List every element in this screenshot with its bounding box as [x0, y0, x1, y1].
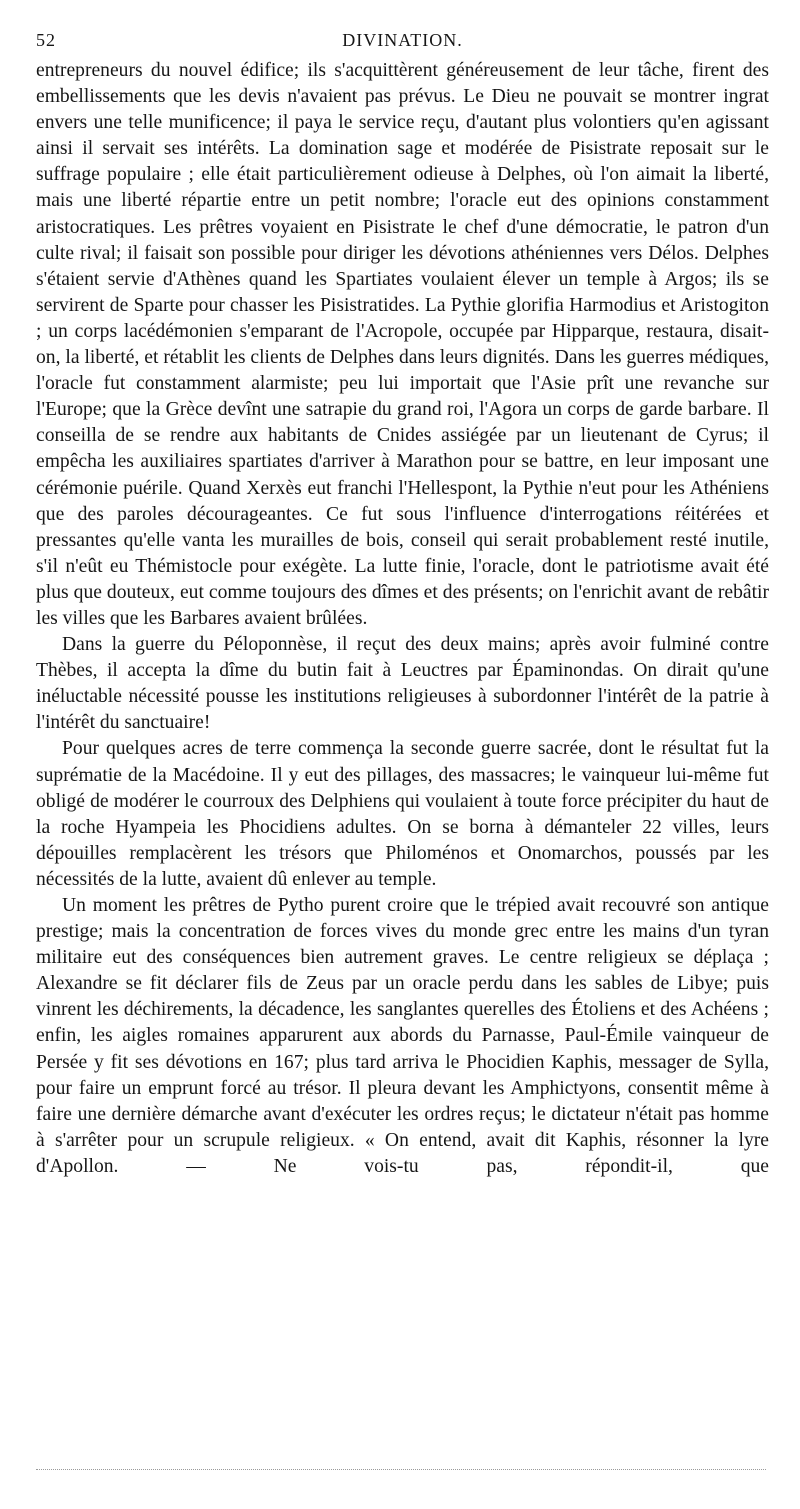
body-text — [36, 58, 769, 1180]
page-header — [36, 30, 769, 56]
page-number: 52 — [36, 30, 56, 50]
footer-dotted-rule — [36, 1469, 766, 1470]
paragraph-1: entrepreneurs du nouvel édifice; ils s'acquittèrent généreusement de leur tâche, firent des embellissements que les devis n'avaient pas prévus. Le Dieu ne pouvait se montrer ingrat envers une telle munificence; il paya le service reçu, d'autant plus volontiers qu'en agissant ainsi il servait ses intérêts. La domination sage et modérée de Pisistrate reposait sur le suffrage populaire ; elle était particulièrement odieuse à Delphes, où l'on aimait la liberté, mais une liberté répartie entre un petit nombre; l'oracle eut des opinions constamment aristocratiques. Les prêtres voyaient en Pisistrate le chef d'une démocratie, le patron d'un culte rival; il faisait son possible pour diriger les dévotions athéniennes vers Délos. Delphes s'étaient servie d'Athènes quand les Spartiates voulaient élever un temple à Argos; ils se servirent de Sparte pour chasser les Pisistratides. La Pythie glorifia Harmodius et Aristogiton ; un corps lacédémonien s'emparant de l'Acropole, occupée par Hipparque, restaura, disait-on, la liberté, et rétablit les clients de Delphes dans leurs dignités. Dans les guerres médiques, l'oracle fut constamment alarmiste; peu lui importait que l'Asie prît une revanche sur l'Europe; que la Grèce devînt une satrapie du grand roi, l'Agora un corps de garde barbare. Il conseilla de se rendre aux habitants de Cnides assiégée par un lieutenant de Cyrus; il empêcha les auxiliaires spartiates d'arriver à Marathon pour se battre, en leur imposant une cérémonie puérile. Quand Xerxès eut franchi l'Hellespont, la Pythie n'eut pour les Athéniens que des paroles décourageantes. Ce fut sous l'influence d'interrogations réitérées et pressantes qu'elle vanta les murailles de bois, conseil qui serait probablement resté inutile, s'il n'eût eu Thémistocle pour exégète. La lutte finie, l'oracle, dont le patriotisme avait été plus que douteux, eut comme toujours des dîmes et des présents; on l'enrichit avant de rebâtir les villes que les Barbares avaient brûlées. — [36, 60, 769, 629]
running-title: DIVINATION. — [342, 30, 463, 50]
paragraph-3: Pour quelques acres de terre commença la seconde guerre sacrée, dont le résultat fut la suprématie de la Macédoine. Il y eut des pillages, des massacres; le vainqueur lui-même fut obligé de modérer le courroux des Delphiens qui voulaient à toute force précipiter du haut de la roche Hyampeia les Phocidiens adultes. On se borna à démanteler 22 villes, leurs dépouilles remplacèrent les trésors que Philoménos et Onomarchos, poussés par les nécessités de la lutte, avaient dû enlever au temple. — [36, 738, 769, 890]
paragraph-2: Dans la guerre du Péloponnèse, il reçut des deux mains; après avoir fulminé contre Thèbes, il accepta la dîme du butin fait à Leuctres par Épaminondas. On dirait qu'une inéluctable nécessité pousse les institutions religieuses à subordonner l'intérêt de la patrie à l'intérêt du sanctuaire! — [36, 634, 769, 734]
book-page — [36, 30, 769, 1180]
paragraph-4: Un moment les prêtres de Pytho purent croire que le trépied avait recouvré son antique prestige; mais la concentration de forces vives du monde grec entre les mains d'un tyran militaire eut des conséquences bien autrement graves. Le centre religieux se déplaça ; Alexandre se fit déclarer fils de Zeus par un oracle perdu dans les sables de Libye; puis vinrent les déchirements, la décadence, les sanglantes querelles des Étoliens et des Achéens ; enfin, les aigles romaines apparurent aux abords du Parnasse, Paul-Émile vainqueur de Persée y fit ses dévotions en 167; plus tard arriva le Phocidien Kaphis, messager de Sylla, pour faire un emprunt forcé au trésor. Il pleura devant les Amphictyons, consentit même à faire une dernière démarche avant d'exécuter les ordres reçus; le dictateur n'était pas homme à s'arrêter pour un scrupule religieux. « On entend, avait dit Kaphis, résonner la lyre d'Apollon. — Ne vois-tu pas, répondit-il, que — [36, 895, 769, 1177]
